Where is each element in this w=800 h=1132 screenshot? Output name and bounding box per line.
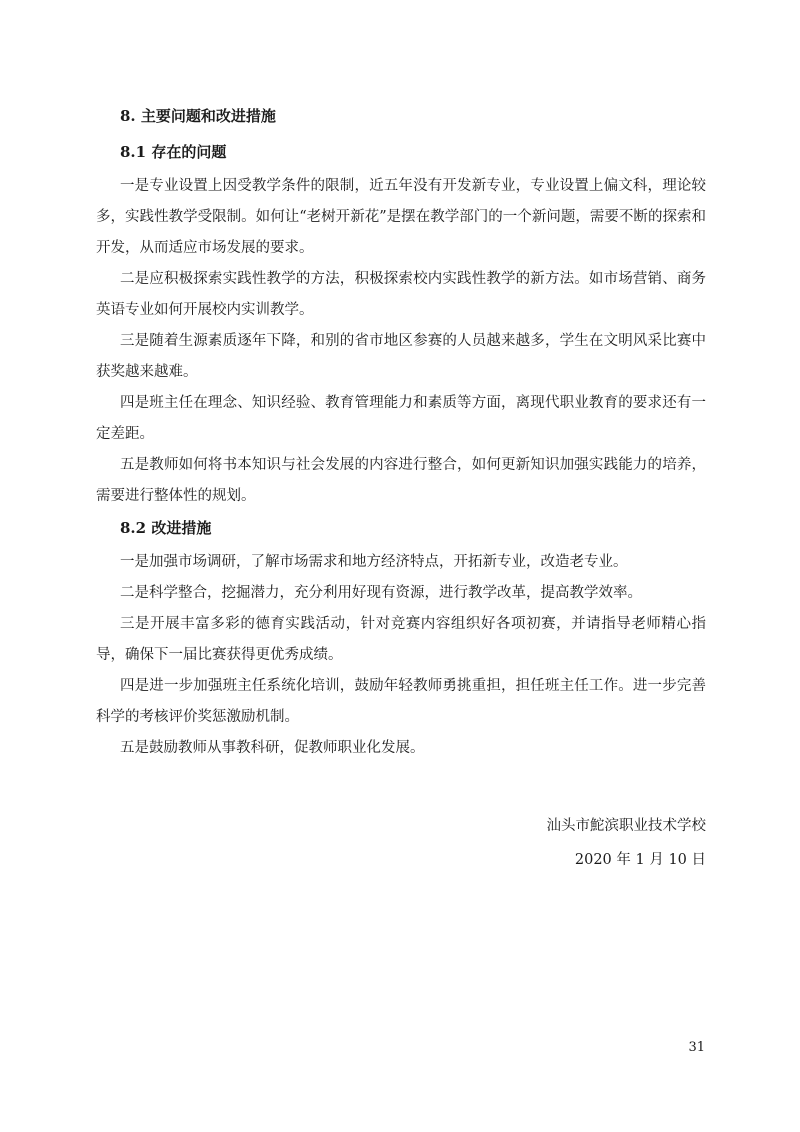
problem-paragraph-5: 五是教师如何将书本知识与社会发展的内容进行整合，如何更新知识加强实践能力的培养，需要进行整体性的规划。 — [96, 457, 706, 504]
measure-paragraph-2: 二是科学整合，挖掘潜力，充分利用好现有资源，进行教学改革，提高教学效率。 — [120, 585, 642, 601]
signature-organization: 汕头市鮀滨职业技术学校 — [546, 818, 706, 834]
problem-paragraph-1: 一是专业设置上因受教学条件的限制，近五年没有开发新专业，专业设置上偏文科，理论较多，实践性教学受限制。如何让“老树开新花”是摆在教学部门的一个新问题，需要不断的探索和开发，从而适应市场发展的要求。 — [96, 178, 706, 256]
problem-paragraph-2: 二是应积极探索实践性教学的方法，积极探索校内实践性教学的新方法。如市场营销、商务英语专业如何开展校内实训教学。 — [96, 271, 706, 318]
section-heading: 8. 主要问题和改进措施 — [120, 107, 276, 125]
subsection-heading-problems: 8.1 存在的问题 — [120, 143, 227, 161]
measure-paragraph-5: 五是鼓励教师从事教科研，促教师职业化发展。 — [120, 740, 425, 756]
signature-date: 2020 年 1 月 10 日 — [574, 852, 706, 868]
page-number: 31 — [688, 1040, 705, 1055]
measure-paragraph-4: 四是进一步加强班主任系统化培训，鼓励年轻教师勇挑重担，担任班主任工作。进一步完善科学的考核评价奖惩激励机制。 — [96, 678, 706, 725]
subsection-heading-measures: 8.2 改进措施 — [120, 519, 212, 537]
document-body — [96, 106, 706, 764]
problem-paragraph-4: 四是班主任在理念、知识经验、教育管理能力和素质等方面，离现代职业教育的要求还有一定差距。 — [96, 395, 706, 442]
measure-paragraph-1: 一是加强市场调研，了解市场需求和地方经济特点，开拓新专业，改造老专业。 — [120, 554, 628, 570]
measure-paragraph-3: 三是开展丰富多彩的德育实践活动，针对竞赛内容组织好各项初赛，并请指导老师精心指导，确保下一届比赛获得更优秀成绩。 — [96, 616, 706, 663]
problem-paragraph-3: 三是随着生源素质逐年下降，和别的省市地区参赛的人员越来越多，学生在文明风采比赛中获奖越来越难。 — [96, 333, 706, 380]
